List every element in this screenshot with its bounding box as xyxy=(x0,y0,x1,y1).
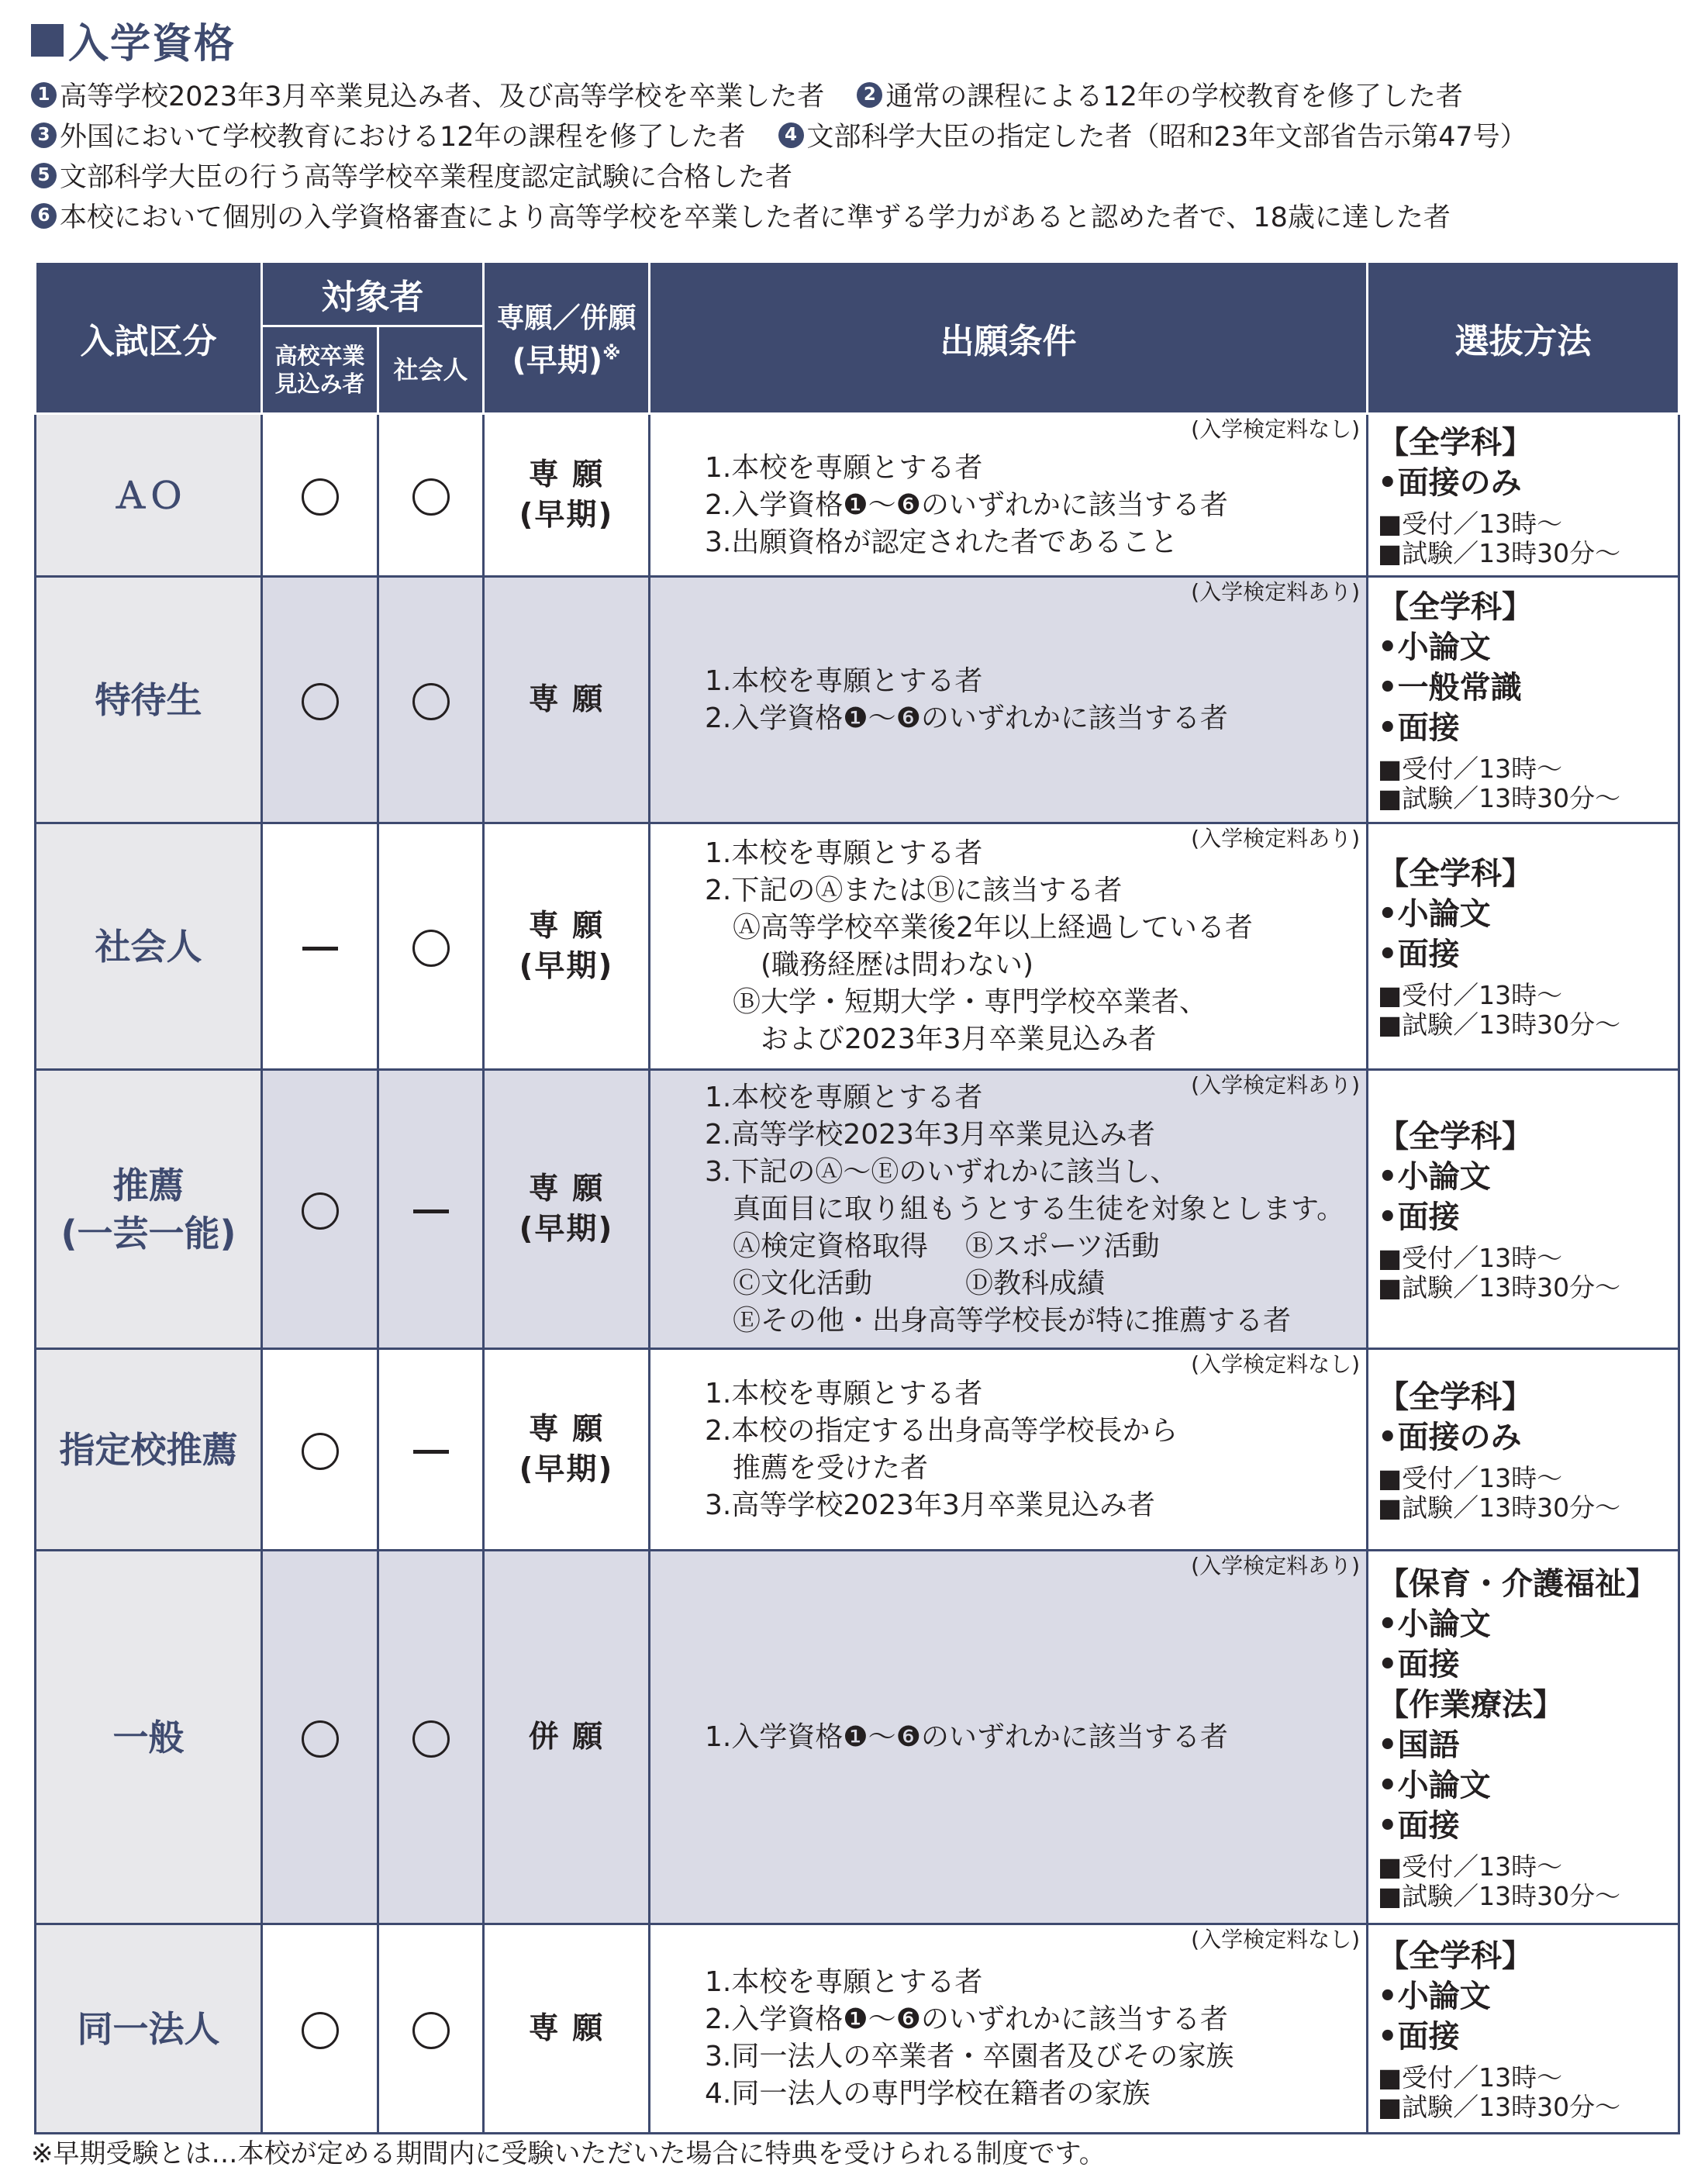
table-row xyxy=(36,1551,1679,1924)
number-5-icon: 5 xyxy=(31,163,57,188)
selection-cell xyxy=(1368,577,1679,823)
circle-mark-icon xyxy=(302,1720,339,1758)
target-hs-cell xyxy=(262,1349,378,1551)
admission-table xyxy=(34,261,1680,2134)
target-hs-cell xyxy=(262,1551,378,1924)
header-target-adult: 社会人 xyxy=(378,326,484,414)
target-hs-cell xyxy=(262,1924,378,2134)
application-cell: 専 願 (早期) xyxy=(484,1349,650,1551)
qualification-5: 5 文部科学大臣の行う高等学校卒業程度認定試験に合格した者 xyxy=(31,156,792,195)
circle-mark-icon xyxy=(302,683,339,720)
category-cell: ＡＯ xyxy=(36,414,262,577)
conditions-cell xyxy=(650,1924,1368,2134)
department-label: 【全学科】 xyxy=(1378,424,1533,461)
condition-subitem: 真面目に取り組もうとする生徒を対象とします。 xyxy=(733,1192,1345,1225)
target-adult-cell xyxy=(378,1551,484,1924)
selection-item: •小論文 xyxy=(1378,1158,1491,1195)
condition-subitem: および2023年3月卒業見込み者 xyxy=(761,1023,1157,1055)
qualification-3: 3 外国において学校教育における12年の課程を修了した者 xyxy=(31,116,746,154)
schedule: ■受付／13時～ ■試験／13時30分～ xyxy=(1378,1242,1621,1303)
fee-note: (入学検定料あり) xyxy=(1191,579,1360,605)
qualification-1: 1 高等学校2023年3月卒業見込み者、及び高等学校を卒業した者 xyxy=(31,75,824,114)
condition-item: 1.本校を専願とする者 xyxy=(705,1377,983,1410)
fee-note: (入学検定料なし) xyxy=(1191,1927,1360,1952)
header-target-hs: 高校卒業 見込み者 xyxy=(262,326,378,414)
target-adult-cell xyxy=(378,823,484,1070)
condition-item: 1.本校を専願とする者 xyxy=(705,1081,983,1113)
schedule: ■受付／13時～ ■試験／13時30分～ xyxy=(1378,753,1621,813)
table-row xyxy=(36,1070,1679,1349)
header-conditions: 出願条件 xyxy=(650,262,1368,414)
table-row xyxy=(36,414,1679,577)
header-application: 専願／併願 (早期)※ xyxy=(484,262,650,414)
target-adult-cell xyxy=(378,414,484,577)
target-hs-cell xyxy=(262,823,378,1070)
dash-mark-icon xyxy=(302,947,338,951)
header-target: 対象者 xyxy=(262,262,484,326)
condition-item: 1.本校を専願とする者 xyxy=(705,664,983,697)
qualification-6: 6 本校において個別の入学資格審査により高等学校を卒業した者に準ずる学力があると認めた者で、18歳に達した者 xyxy=(31,196,1451,235)
conditions-cell xyxy=(650,1349,1368,1551)
department-label: 【作業療法】 xyxy=(1378,1686,1564,1723)
condition-item: 1.本校を専願とする者 xyxy=(705,1965,983,1998)
application-cell: 専 願 xyxy=(484,1924,650,2134)
dash-mark-icon xyxy=(413,1210,449,1213)
target-adult-cell xyxy=(378,1924,484,2134)
table-row xyxy=(36,1349,1679,1551)
department-label: 【全学科】 xyxy=(1378,1118,1533,1154)
number-6-icon: 6 xyxy=(31,203,57,229)
selection-item: •小論文 xyxy=(1378,1978,1491,2014)
selection-item: •小論文 xyxy=(1378,1767,1491,1803)
conditions-cell xyxy=(650,414,1368,577)
application-cell: 専 願 (早期) xyxy=(484,1070,650,1349)
condition-item: 2.高等学校2023年3月卒業見込み者 xyxy=(705,1118,1155,1151)
application-cell: 併 願 xyxy=(484,1551,650,1924)
table-row xyxy=(36,1924,1679,2134)
department-label: 【全学科】 xyxy=(1378,855,1533,892)
circle-mark-icon xyxy=(302,1433,339,1470)
condition-item: 3.高等学校2023年3月卒業見込み者 xyxy=(705,1489,1155,1521)
department-label: 【全学科】 xyxy=(1378,1938,1533,1974)
circle-mark-icon xyxy=(302,1192,339,1230)
dash-mark-icon xyxy=(413,1450,449,1454)
condition-subitem: Ⓒ文化活動 Ⓓ教科成績 xyxy=(733,1267,1106,1299)
number-2-icon: 2 xyxy=(857,82,882,108)
selection-item: •面接のみ xyxy=(1378,464,1522,501)
conditions-cell xyxy=(650,1070,1368,1349)
schedule: ■受付／13時～ ■試験／13時30分～ xyxy=(1378,1462,1621,1523)
page-title xyxy=(31,11,236,69)
target-adult-cell xyxy=(378,577,484,823)
number-3-icon: 3 xyxy=(31,123,57,148)
circle-mark-icon xyxy=(412,2012,450,2049)
circle-mark-icon xyxy=(412,1720,450,1758)
condition-subitem: 推薦を受けた者 xyxy=(733,1451,929,1484)
table-row xyxy=(36,823,1679,1070)
fee-note: (入学検定料あり) xyxy=(1191,1553,1360,1579)
qualification-4: 4 文部科学大臣の指定した者（昭和23年文部省告示第47号） xyxy=(778,116,1527,154)
table-row xyxy=(36,577,1679,823)
fee-note: (入学検定料あり) xyxy=(1191,826,1360,851)
condition-item: 2.本校の指定する出身高等学校長から xyxy=(705,1414,1178,1447)
selection-item: •小論文 xyxy=(1378,895,1491,932)
category-cell: 特待生 xyxy=(36,577,262,823)
qualifications-list xyxy=(31,74,1690,236)
conditions-cell xyxy=(650,823,1368,1070)
target-adult-cell xyxy=(378,1070,484,1349)
condition-item: 1.入学資格❶～❻のいずれかに該当する者 xyxy=(705,1720,1228,1753)
qualification-2: 2 通常の課程による12年の学校教育を修了した者 xyxy=(857,75,1463,114)
category-cell: 一般 xyxy=(36,1551,262,1924)
circle-mark-icon xyxy=(412,930,450,967)
selection-cell xyxy=(1368,1551,1679,1924)
circle-mark-icon xyxy=(412,478,450,516)
target-adult-cell xyxy=(378,1349,484,1551)
selection-item: •面接 xyxy=(1378,936,1460,972)
circle-mark-icon xyxy=(412,683,450,720)
selection-item: •面接 xyxy=(1378,1807,1460,1844)
schedule: ■受付／13時～ ■試験／13時30分～ xyxy=(1378,1851,1621,1911)
number-1-icon: 1 xyxy=(31,82,57,108)
fee-note: (入学検定料なし) xyxy=(1191,416,1360,442)
selection-item: •一般常識 xyxy=(1378,669,1522,706)
schedule: ■受付／13時～ ■試験／13時30分～ xyxy=(1378,979,1621,1040)
selection-cell xyxy=(1368,1349,1679,1551)
conditions-cell xyxy=(650,577,1368,823)
application-cell: 専 願 xyxy=(484,577,650,823)
condition-item: 3.下記のⒶ～Ⓔのいずれかに該当し、 xyxy=(705,1155,1178,1188)
selection-item: •小論文 xyxy=(1378,1606,1491,1642)
category-cell: 指定校推薦 xyxy=(36,1349,262,1551)
category-cell: 社会人 xyxy=(36,823,262,1070)
selection-item: •面接のみ xyxy=(1378,1419,1522,1455)
condition-subitem: Ⓔその他・出身高等学校長が特に推薦する者 xyxy=(733,1304,1292,1337)
target-hs-cell xyxy=(262,414,378,577)
header-selection: 選抜方法 xyxy=(1368,262,1679,414)
circle-mark-icon xyxy=(302,2012,339,2049)
selection-cell xyxy=(1368,1924,1679,2134)
footnote: ※早期受験とは…本校が定める期間内に受験いただいた場合に特典を受けられる制度です。 xyxy=(31,2138,1106,2169)
condition-subitem: Ⓑ大学・短期大学・専門学校卒業者、 xyxy=(733,985,1208,1018)
selection-cell xyxy=(1368,823,1679,1070)
category-cell: 推薦 (一芸一能) xyxy=(36,1070,262,1349)
condition-item: 2.入学資格❶～❻のいずれかに該当する者 xyxy=(705,702,1228,734)
header-category: 入試区分 xyxy=(36,262,262,414)
category-cell: 同一法人 xyxy=(36,1924,262,2134)
condition-item: 3.同一法人の卒業者・卒園者及びその家族 xyxy=(705,2040,1234,2072)
selection-cell xyxy=(1368,414,1679,577)
condition-item: 2.入学資格❶～❻のいずれかに該当する者 xyxy=(705,488,1228,521)
condition-item: 1.本校を専願とする者 xyxy=(705,837,983,869)
application-cell: 専 願 (早期) xyxy=(484,823,650,1070)
application-cell: 専 願 (早期) xyxy=(484,414,650,577)
selection-item: •小論文 xyxy=(1378,629,1491,665)
condition-subitem: (職務経歴は問わない) xyxy=(761,948,1034,981)
number-4-icon: 4 xyxy=(778,123,804,148)
condition-item: 2.入学資格❶～❻のいずれかに該当する者 xyxy=(705,2003,1228,2035)
target-hs-cell xyxy=(262,577,378,823)
condition-item: 2.下記のⒶまたはⒷに該当する者 xyxy=(705,874,1123,906)
selection-item: •国語 xyxy=(1378,1727,1460,1763)
fee-note: (入学検定料なし) xyxy=(1191,1351,1360,1377)
department-label: 【全学科】 xyxy=(1378,1379,1533,1415)
condition-item: 3.出願資格が認定された者であること xyxy=(705,526,1178,558)
circle-mark-icon xyxy=(302,478,339,516)
selection-item: •面接 xyxy=(1378,709,1460,746)
title-text: 入学資格 xyxy=(68,21,236,67)
schedule: ■受付／13時～ ■試験／13時30分～ xyxy=(1378,508,1621,568)
fee-note: (入学検定料あり) xyxy=(1191,1072,1360,1098)
schedule: ■受付／13時～ ■試験／13時30分～ xyxy=(1378,2062,1621,2122)
target-hs-cell xyxy=(262,1070,378,1349)
condition-subitem: Ⓐ検定資格取得 Ⓑスポーツ活動 xyxy=(733,1230,1160,1262)
conditions-cell xyxy=(650,1551,1368,1924)
department-label: 【全学科】 xyxy=(1378,588,1533,625)
condition-subitem: Ⓐ高等学校卒業後2年以上経過している者 xyxy=(733,911,1253,944)
selection-item: •面接 xyxy=(1378,1646,1460,1682)
condition-item: 1.本校を専願とする者 xyxy=(705,451,983,484)
department-label: 【保育・介護福祉】 xyxy=(1378,1565,1657,1602)
title-square-icon xyxy=(31,24,64,57)
selection-item: •面接 xyxy=(1378,2018,1460,2055)
condition-item: 4.同一法人の専門学校在籍者の家族 xyxy=(705,2077,1151,2110)
selection-item: •面接 xyxy=(1378,1199,1460,1235)
selection-cell xyxy=(1368,1070,1679,1349)
